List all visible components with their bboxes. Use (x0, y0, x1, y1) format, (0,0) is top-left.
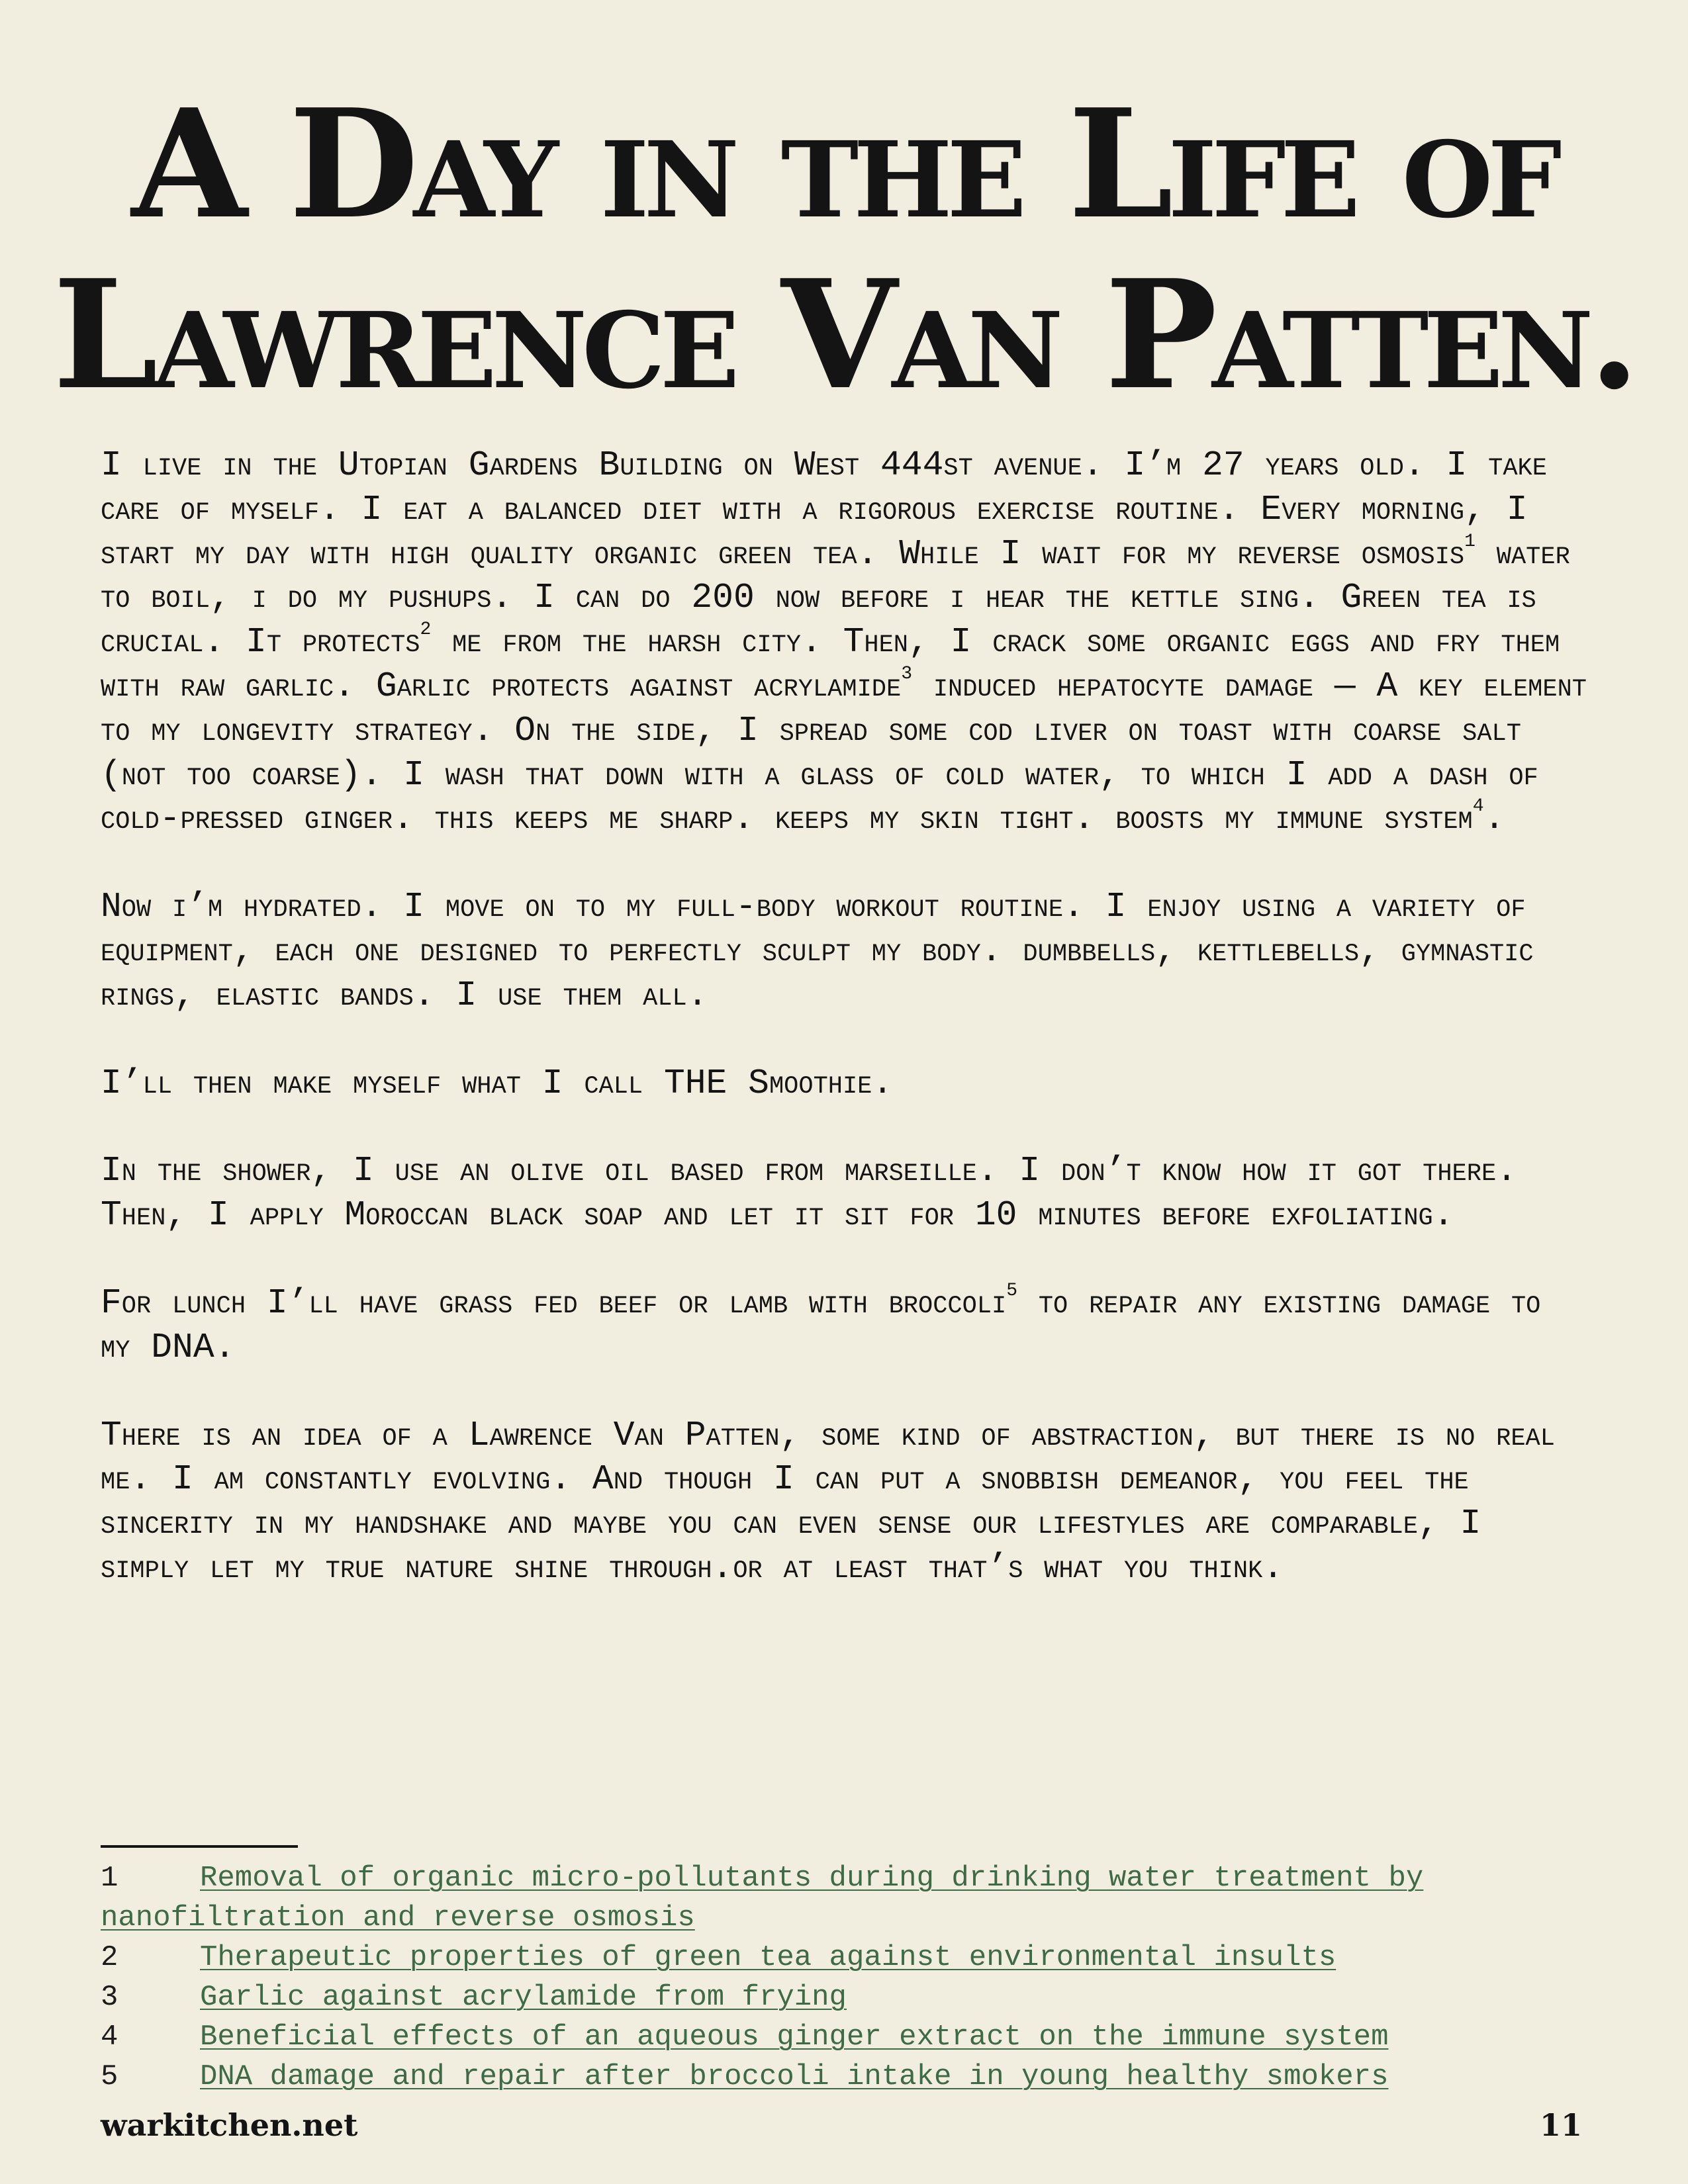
article-title (0, 79, 1688, 421)
paragraph-workout: Now i’m hydrated. I move on to my full-body workout routine. I enjoy using a variety of equipment, each one designed to perfectly sculpt my body. dumbbells, kettlebells, gymnastic rings, elastic bands. I use them all. (101, 887, 1534, 1015)
paragraph-text: water to boil, i do my pushups. I can do 200 now before i hear the kettle sing. Green tea is crucial. It protects (101, 533, 1570, 662)
footnote-link[interactable]: Beneficial effects of an aqueous ginger extract on the immune system (200, 2021, 1389, 2054)
footnote-number: 5 (101, 2060, 118, 2093)
footnote-item (101, 2017, 1590, 2057)
footnote-number: 1 (101, 1862, 118, 1895)
footnote-item (101, 2057, 1590, 2097)
footnote-link[interactable]: Garlic against acrylamide from frying (200, 1981, 847, 2014)
footnote-ref-5[interactable]: 5 (1006, 1280, 1018, 1301)
paragraph-text: . (1483, 799, 1505, 839)
footnote-link[interactable]: Removal of organic micro-pollutants during drinking water treatment by nanofiltration and reverse osmosis (101, 1862, 1424, 1934)
footnote-ref-1[interactable]: 1 (1464, 531, 1476, 552)
footnote-ref-2[interactable]: 2 (420, 619, 432, 641)
paragraph-text: I live in the Utopian Gardens Building on West 444st avenue. I’m 27 years old. I take care of myself. I eat a balanced diet with a rigorous exercise routine. Every morning, I start my day with high quality organic green tea. While I wait for my reverse osmosis (101, 445, 1547, 574)
article-body (101, 443, 1590, 1634)
page-number: 11 (1539, 2107, 1582, 2143)
footnote-number: 4 (101, 2021, 118, 2054)
footnote-item (101, 1938, 1590, 1978)
paragraph-morning (101, 443, 1590, 841)
footnote-link[interactable]: DNA damage and repair after broccoli intake in young healthy smokers (200, 2060, 1389, 2093)
footnote-ref-4[interactable]: 4 (1472, 796, 1484, 817)
footnote-ref-3[interactable]: 3 (901, 663, 913, 684)
paragraph-smoothie: I’ll then make myself what I call THE Smoothie. (101, 1063, 894, 1103)
footnotes (101, 1858, 1590, 2097)
footnote-number: 2 (101, 1941, 118, 1974)
paragraph-text: induced hepatocyte damage — A key element to my longevity strategy. On the side, I spread some cod liver on toast with coarse salt (not too coarse). I wash that down with a glass of cold water, to which I add a dash of cold-pressed ginger. this keeps me sharp. keeps my skin tight. boosts my immune system (101, 666, 1587, 839)
title-line-2: Lawrence Van Patten. (52, 248, 1636, 423)
paragraph-text: me from the harsh city. Then, I crack some organic eggs and fry them with raw garlic. Garlic protects against acrylamide (101, 622, 1560, 706)
site-name: warkitchen.net (101, 2107, 358, 2143)
paragraph-lunch (101, 1281, 1590, 1370)
paragraph-text: For lunch I’ll have grass fed beef or lamb with broccoli (101, 1283, 1007, 1323)
paragraph-shower: In the shower, I use an olive oil based from marseille. I don’t know how it got there. Then, I apply Moroccan black soap and let it sit for 10 minutes before exfoliating. (101, 1151, 1517, 1236)
footnote-item (101, 1978, 1590, 2017)
footnote-item (101, 1858, 1590, 1938)
paragraph-text: to repair any existing damage to my DNA. (101, 1283, 1541, 1367)
title-line-1: A Day in the Life of (131, 77, 1557, 252)
footnote-number: 3 (101, 1981, 118, 2014)
footnote-link[interactable]: Therapeutic properties of green tea against environmental insults (200, 1941, 1336, 1974)
paragraph-abstraction: There is an idea of a Lawrence Van Patten, some kind of abstraction, but there is no real me. I am constantly evolving. And though I can put a snobbish demeanor, you feel the sincerity in my handshake and maybe you can even sense our lifestyles are comparable, I simply let my true nature shine through.or at least that’s what you think. (101, 1415, 1555, 1588)
footnote-divider (101, 1845, 298, 1848)
